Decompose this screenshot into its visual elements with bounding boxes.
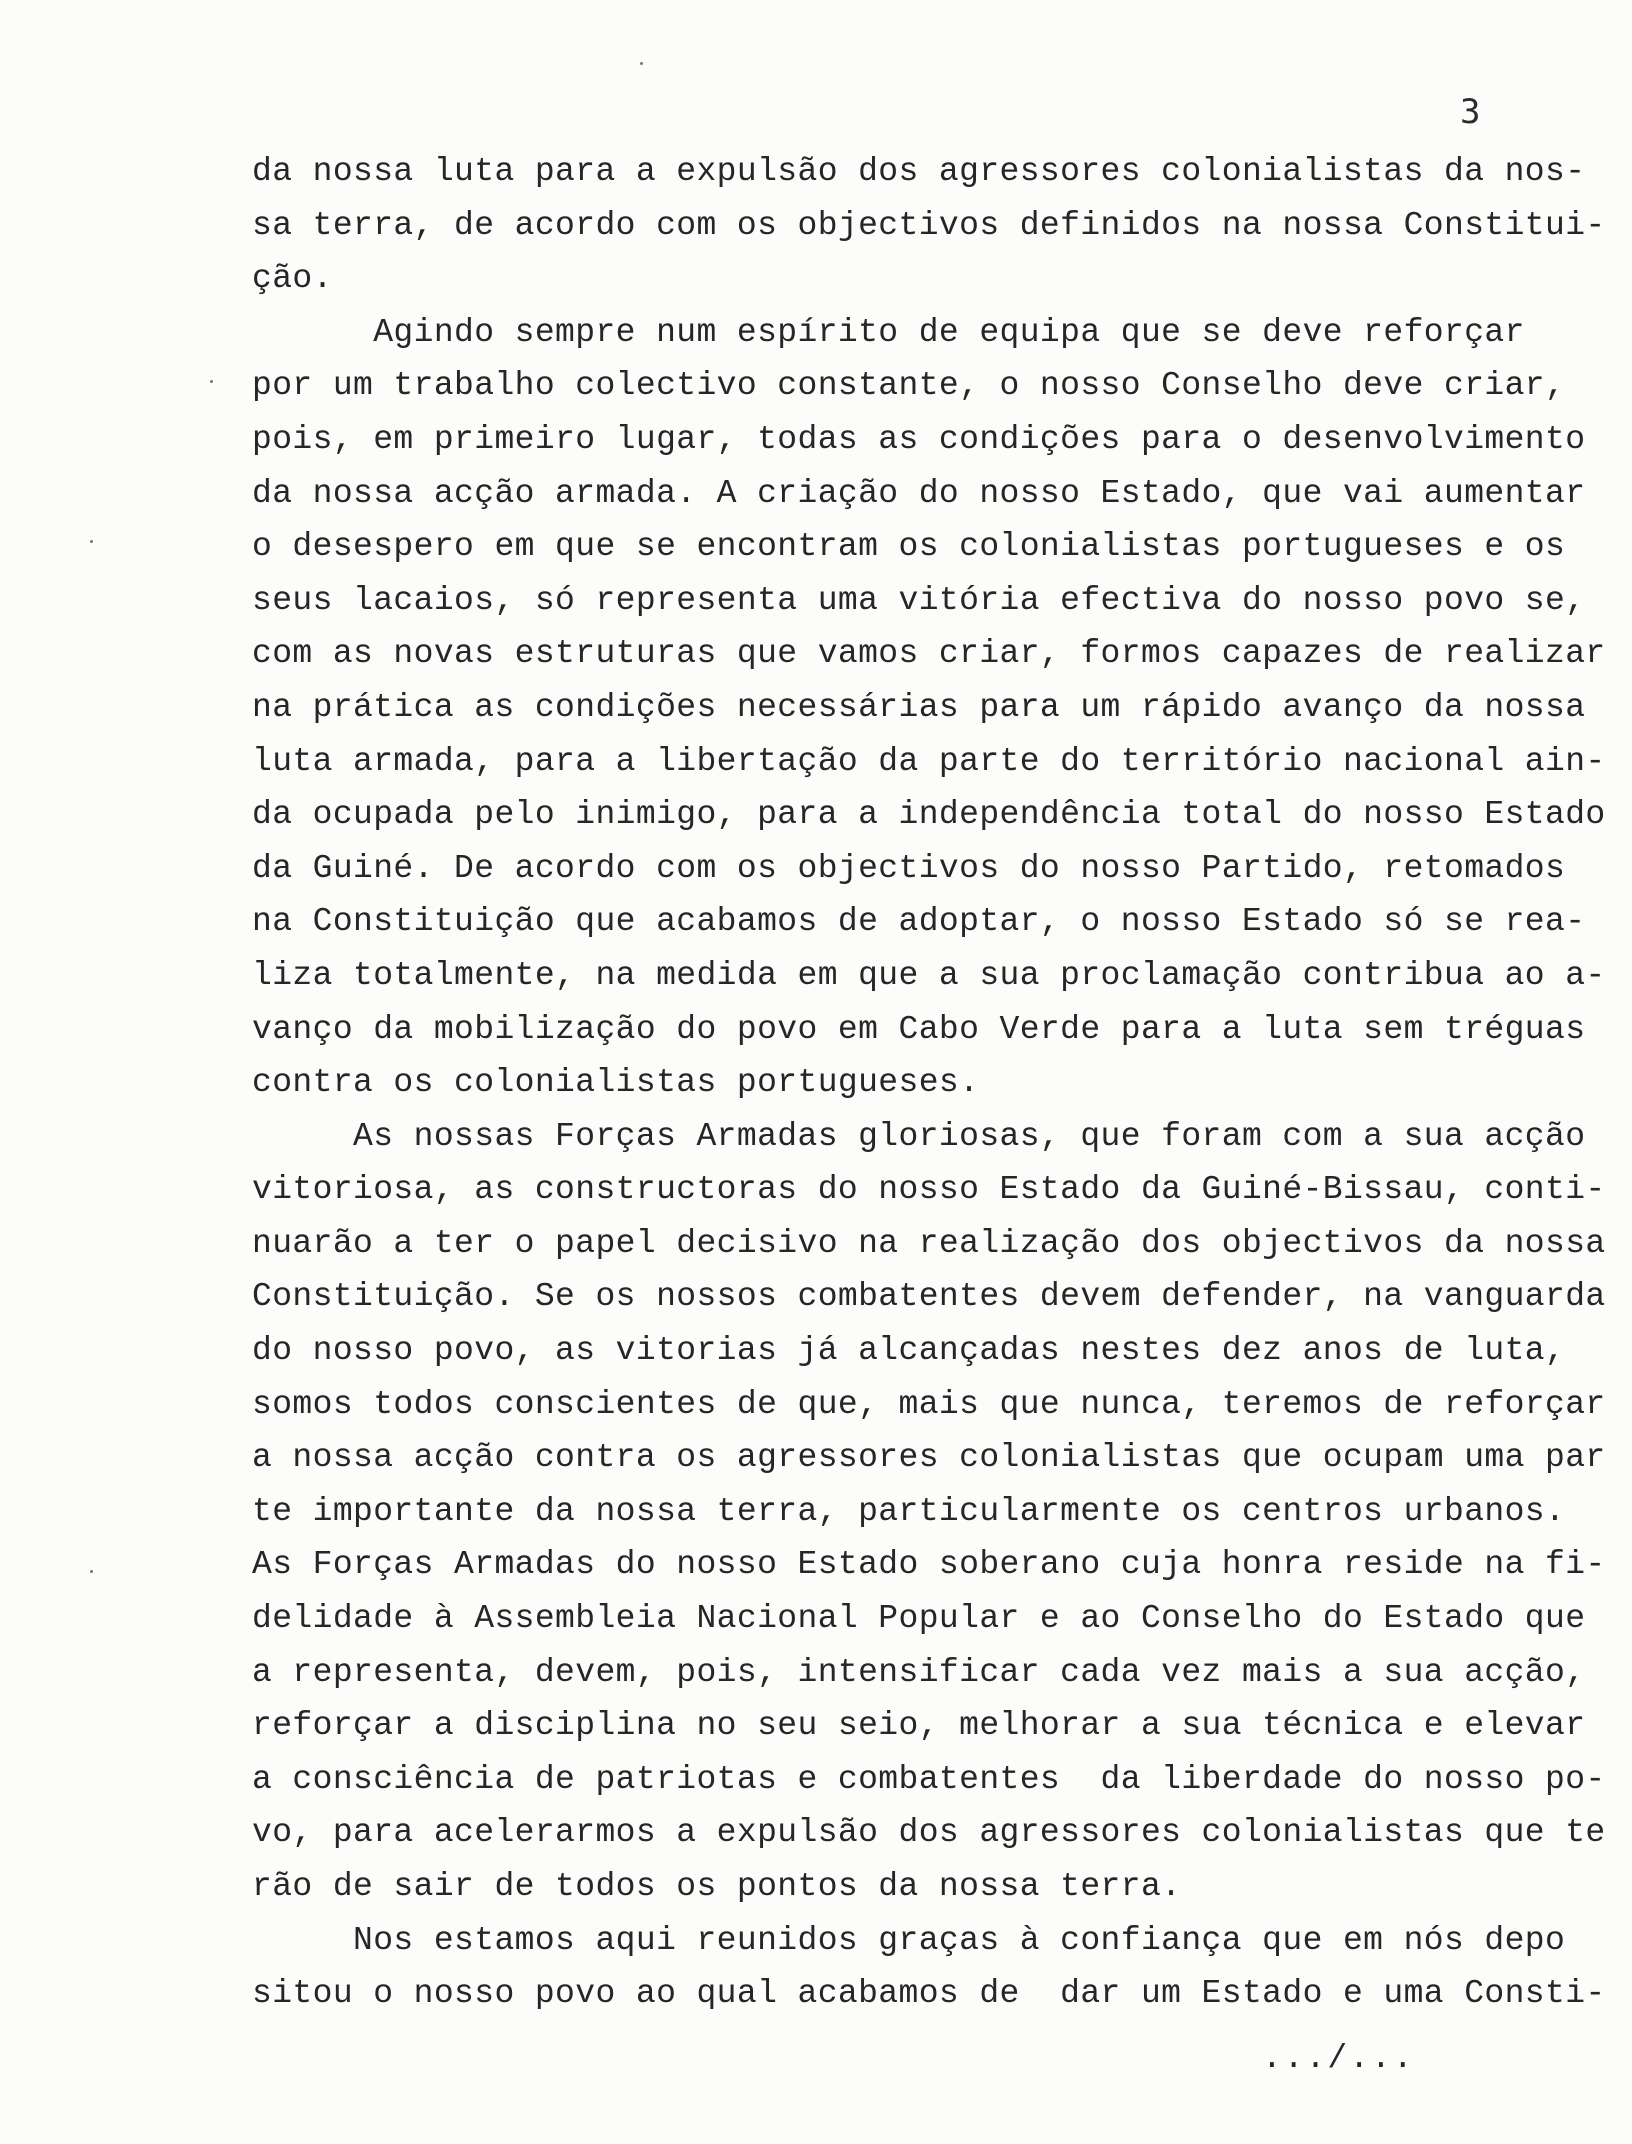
text-line: As nossas Forças Armadas gloriosas, que foram com a sua acção bbox=[252, 1117, 1586, 1155]
text-line: pois, em primeiro lugar, todas as condições para o desenvolvimento bbox=[252, 420, 1586, 458]
text-line: seus lacaios, só representa uma vitória efectiva do nosso povo se, bbox=[252, 581, 1586, 619]
scan-speck bbox=[640, 62, 643, 65]
text-line: na prática as condições necessárias para um rápido avanço da nossa bbox=[252, 688, 1586, 726]
scan-speck bbox=[90, 540, 93, 543]
text-line: rão de sair de todos os pontos da nossa terra. bbox=[252, 1868, 1182, 1905]
text-line: com as novas estruturas que vamos criar, formos capazes de realizar bbox=[252, 635, 1606, 673]
text-line: vo, para acelerarmos a expulsão dos agressores colonialistas que te bbox=[252, 1814, 1606, 1852]
text-line: na Constituição que acabamos de adoptar, o nosso Estado só se rea- bbox=[252, 903, 1586, 941]
text-line: reforçar a disciplina no seu seio, melhorar a sua técnica e elevar bbox=[252, 1707, 1586, 1745]
text-line: Agindo sempre num espírito de equipa que se deve reforçar bbox=[252, 313, 1525, 351]
text-line: luta armada, para a libertação da parte do território nacional ain- bbox=[252, 742, 1606, 780]
text-line: por um trabalho colectivo constante, o nosso Conselho deve criar, bbox=[252, 367, 1566, 405]
page-number: 3 bbox=[1460, 92, 1481, 132]
text-line: liza totalmente, na medida em que a sua proclamação contribua ao a- bbox=[252, 956, 1606, 994]
text-line: do nosso povo, as vitorias já alcançadas nestes dez anos de luta, bbox=[252, 1332, 1566, 1370]
text-line: As Forças Armadas do nosso Estado soberano cuja honra reside na fi- bbox=[252, 1546, 1606, 1584]
text-line: sa terra, de acordo com os objectivos definidos na nossa Constitui- bbox=[252, 206, 1606, 244]
text-line: te importante da nossa terra, particularmente os centros urbanos. bbox=[252, 1492, 1566, 1530]
text-line: a consciência de patriotas e combatentes da liberdade do nosso po- bbox=[252, 1760, 1606, 1798]
text-line: Nos estamos aqui reunidos graças à confiança que em nós depo bbox=[252, 1921, 1566, 1959]
text-line: somos todos conscientes de que, mais que nunca, teremos de reforçar bbox=[252, 1385, 1606, 1423]
text-line: o desespero em que se encontram os colonialistas portugueses e os bbox=[252, 528, 1566, 566]
text-line: contra os colonialistas portugueses. bbox=[252, 1064, 980, 1102]
text-line: da nossa luta para a expulsão dos agressores colonialistas da nos- bbox=[252, 153, 1586, 190]
text-line: a nossa acção contra os agressores colonialistas que ocupam uma par bbox=[252, 1439, 1606, 1477]
text-line: da ocupada pelo inimigo, para a independência total do nosso Estado bbox=[252, 796, 1606, 834]
text-line: a representa, devem, pois, intensificar cada vez mais a sua acção, bbox=[252, 1653, 1586, 1691]
continuation-mark: .../... bbox=[1262, 2040, 1415, 2077]
scan-speck bbox=[210, 380, 213, 383]
text-line: vitoriosa, as constructoras do nosso Estado da Guiné-Bissau, conti- bbox=[252, 1171, 1606, 1209]
text-line: Constituição. Se os nossos combatentes devem defender, na vanguarda bbox=[252, 1278, 1606, 1316]
text-line: vanço da mobilização do povo em Cabo Verde para a luta sem tréguas bbox=[252, 1010, 1586, 1048]
body-text bbox=[252, 145, 1606, 2021]
text-line: da Guiné. De acordo com os objectivos do nosso Partido, retomados bbox=[252, 849, 1566, 887]
text-line: da nossa acção armada. A criação do nosso Estado, que vai aumentar bbox=[252, 474, 1586, 512]
text-line: delidade à Assembleia Nacional Popular e ao Conselho do Estado que bbox=[252, 1600, 1586, 1638]
text-line: ção. bbox=[252, 260, 333, 298]
text-line: nuarão a ter o papel decisivo na realização dos objectivos da nossa bbox=[252, 1224, 1606, 1262]
text-line: sitou o nosso povo ao qual acabamos de dar um Estado e uma Consti- bbox=[252, 1975, 1606, 2013]
scan-speck bbox=[90, 1570, 93, 1573]
